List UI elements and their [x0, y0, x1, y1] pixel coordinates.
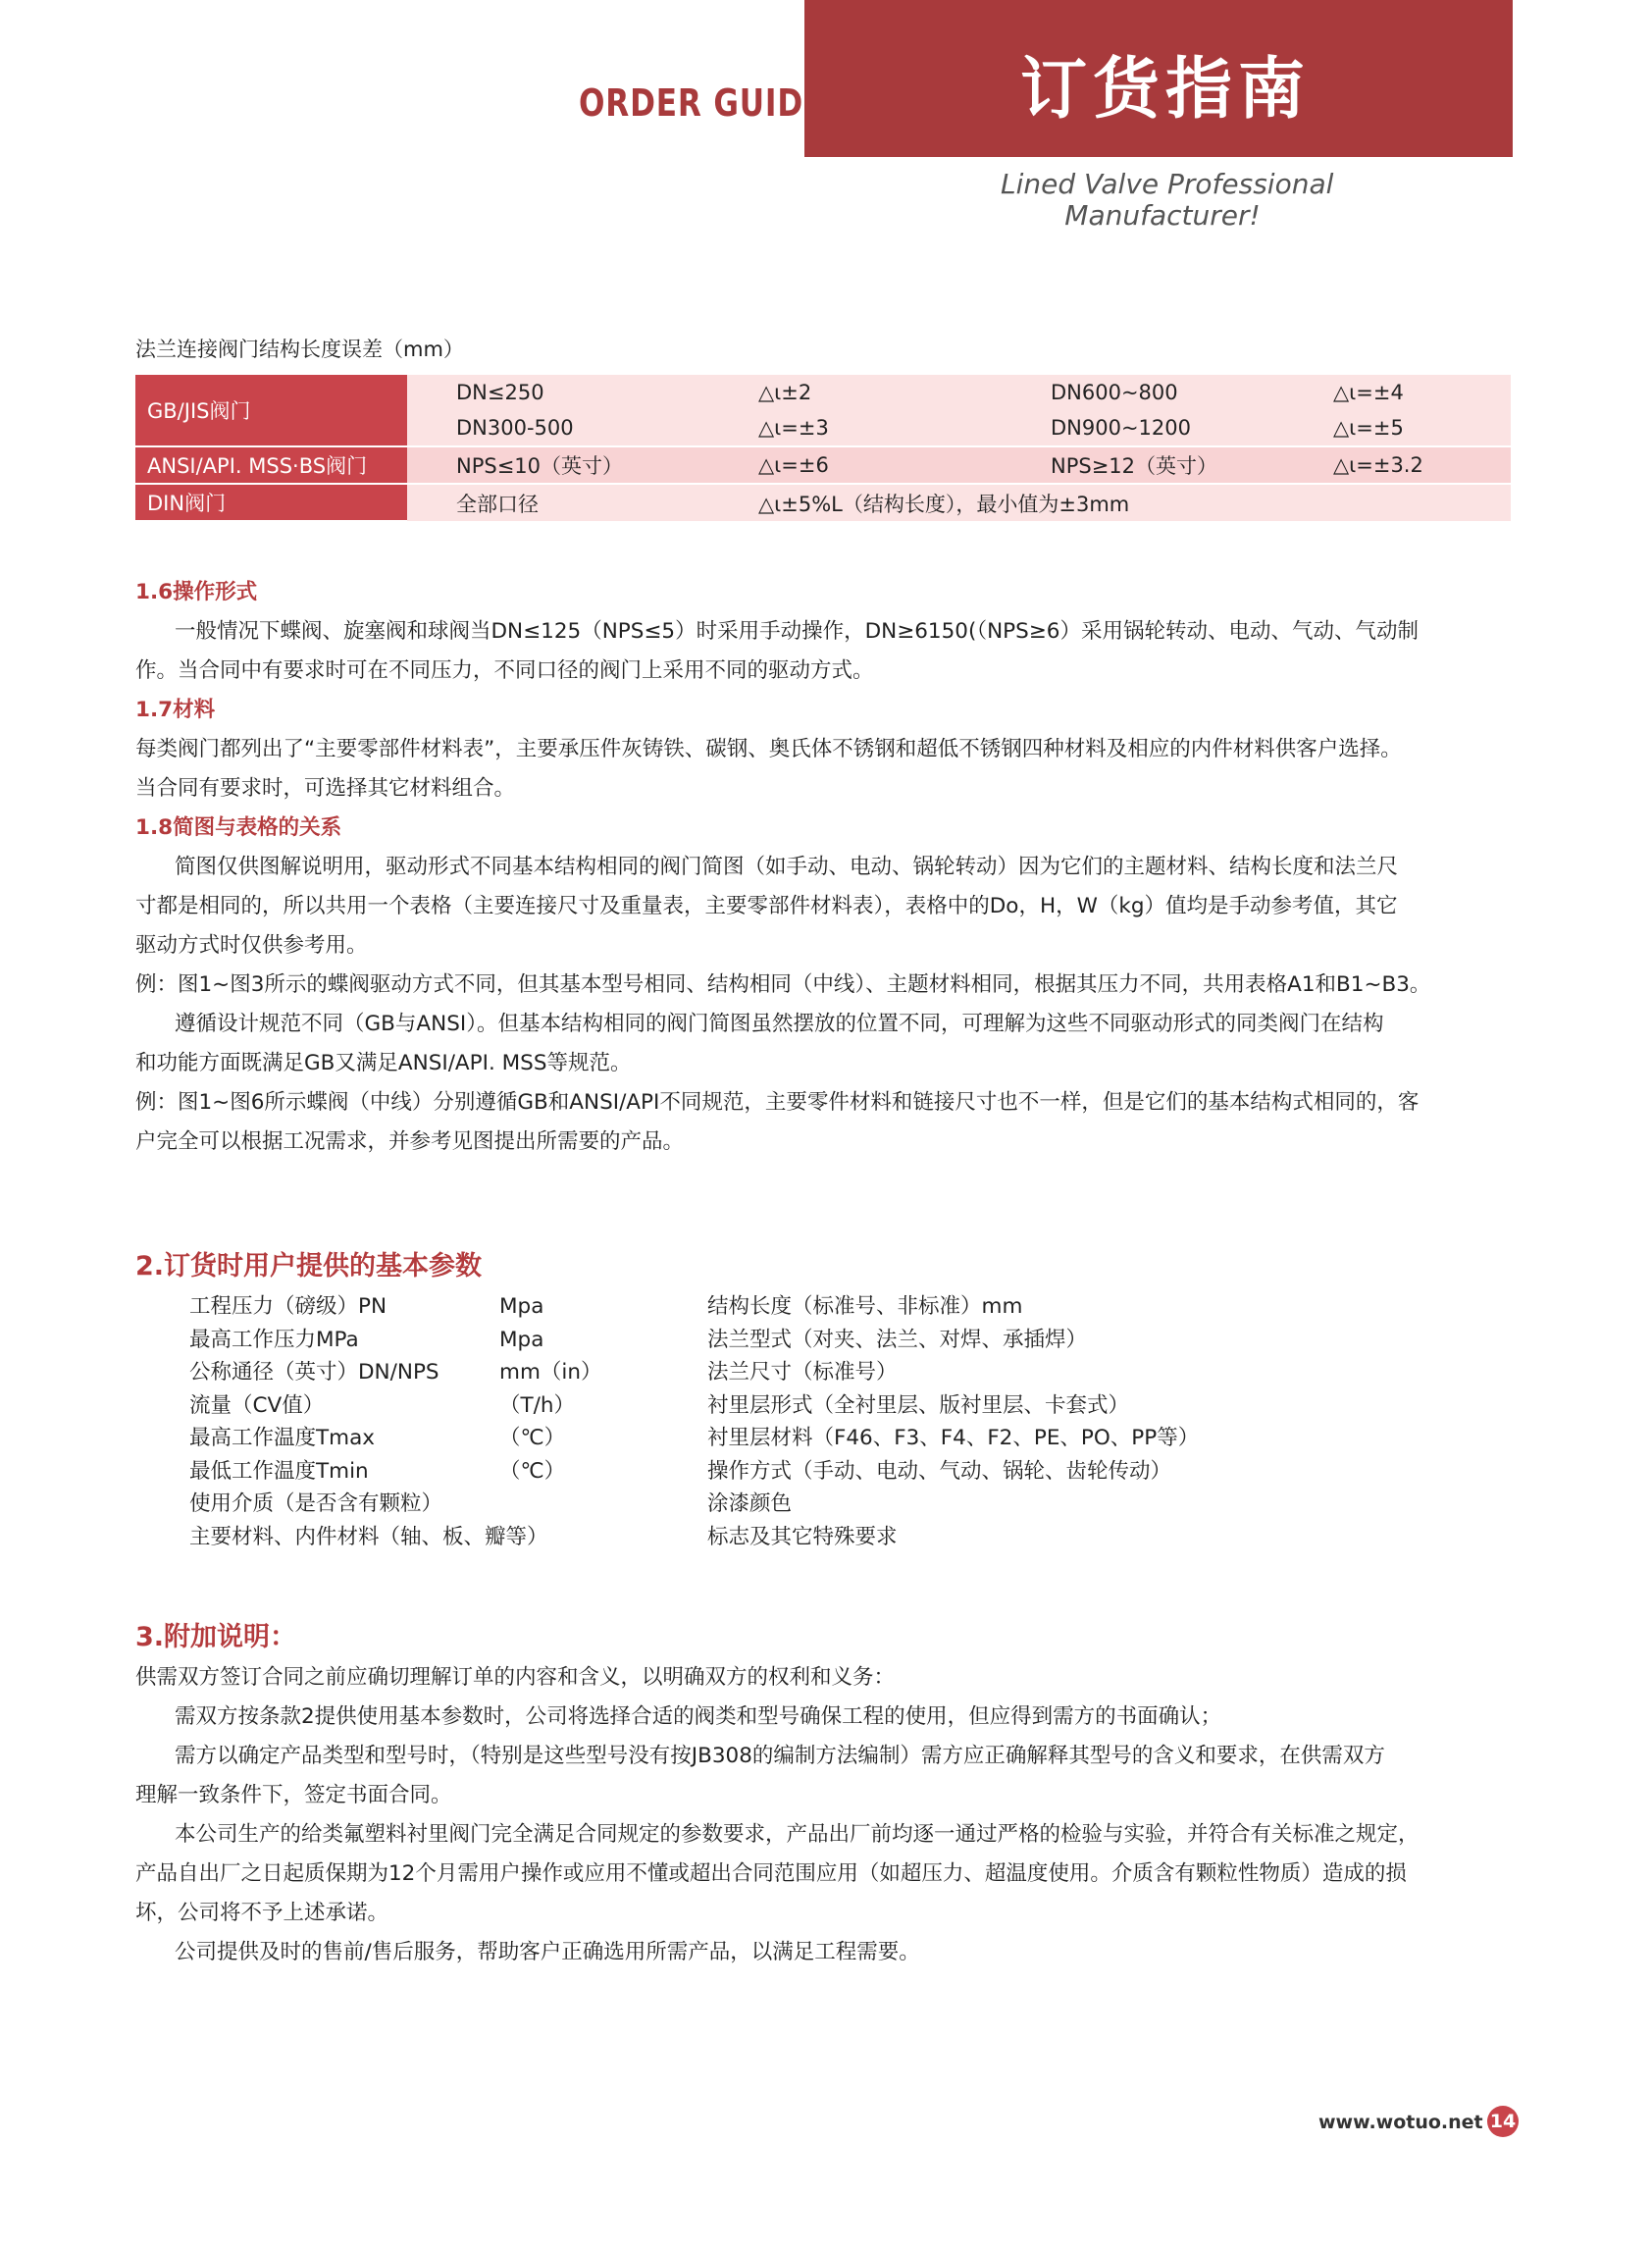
- paragraph-line: 简图仅供图解说明用，驱动形式不同基本结构相同的阀门简图（如手动、电动、锅轮转动）因为它们的主题材料、结构长度和法兰尺: [175, 855, 1399, 879]
- param-name: 最高工作温度Tmax: [189, 1426, 375, 1450]
- slogan-line-2: Manufacturer!: [1064, 199, 1261, 232]
- param-right: 衬里层形式（全衬里层、版衬里层、卡套式）: [707, 1392, 1130, 1418]
- slogan-line-1: Lined Valve Professional: [1001, 168, 1334, 200]
- section-heading: 1.7材料: [135, 698, 216, 722]
- row-head-din: DIN阀门: [135, 484, 407, 521]
- table-cell: DN900~1200: [1043, 410, 1325, 446]
- table-cell: △ι=±5: [1325, 410, 1511, 446]
- section-notes: [135, 1658, 1528, 1972]
- paragraph-line: 理解一致条件下，签定书面合同。: [135, 1783, 452, 1807]
- footer-url: www.wotuo.net: [1318, 2112, 1483, 2133]
- paragraph-line: 每类阀门都列出了“主要零部件材料表”，主要承压件灰铸铁、碳钢、奥氏体不锈钢和超低不锈钢四种材料及相应的内件材料供客户选择。: [135, 737, 1402, 761]
- table-caption: 法兰连接阀门结构长度误差（mm）: [135, 338, 464, 361]
- param-name: 主要材料、内件材料（轴、板、瓣等）: [189, 1524, 548, 1549]
- param-right: 操作方式（手动、电动、气动、锅轮、齿轮传动）: [707, 1458, 1172, 1484]
- param-right: 结构长度（标准号、非标准）mm: [707, 1294, 1023, 1319]
- paragraph-line: 户完全可以根据工况需求，并参考见图提出所需要的产品。: [135, 1129, 685, 1154]
- param-unit: （℃）: [499, 1458, 566, 1484]
- table-row: [135, 446, 1511, 484]
- paragraph-line: 当合同有要求时，可选择其它材料组合。: [135, 776, 516, 801]
- paragraph-line: 寸都是相同的，所以共用一个表格（主要连接尺寸及重量表，主要零部件材料表），表格中的Do，H，W（kg）值均是手动参考值，其它: [135, 894, 1398, 918]
- section-2-heading: 2.订货时用户提供的基本参数: [135, 1251, 483, 1281]
- param-right: 衬里层材料（F46、F3、F4、F2、PE、PO、PP等）: [707, 1426, 1200, 1450]
- param-name: 公称通径（英寸）DN/NPS: [189, 1360, 439, 1385]
- param-unit: Mpa: [499, 1327, 544, 1352]
- row-head-gb: GB/JIS阀门: [135, 375, 407, 446]
- table-cell: 全部口径: [407, 484, 750, 521]
- table-cell: △ι=±4: [1325, 375, 1511, 410]
- param-right: 标志及其它特殊要求: [707, 1524, 898, 1549]
- param-name: 最高工作压力MPa: [189, 1327, 359, 1352]
- table-cell: DN≤250: [407, 375, 750, 410]
- paragraph-line: 需双方按条款2提供使用基本参数时，公司将选择合适的阀类和型号确保工程的使用，但应得到需方的书面确认；: [175, 1704, 1222, 1729]
- param-name: 最低工作温度Tmin: [189, 1458, 369, 1484]
- param-unit: mm（in）: [499, 1360, 602, 1385]
- table-cell: △ι±5%L（结构长度），最小值为±3mm: [750, 484, 1511, 521]
- header-title-en: ORDER GUIDE: [579, 81, 826, 125]
- table-cell: △ι=±3: [750, 410, 1043, 446]
- table-cell: △ι=±6: [750, 446, 1043, 484]
- paragraph-line: 一般情况下蝶阀、旋塞阀和球阀当DN≤125（NPS≤5）时采用手动操作，DN≥6150(（NPS≥6）采用锅轮转动、电动、气动、气动制: [175, 619, 1419, 644]
- paragraph-line: 作。当合同中有要求时可在不同压力，不同口径的阀门上采用不同的驱动方式。: [135, 658, 874, 683]
- paragraph-line: 驱动方式时仅供参考用。: [135, 933, 368, 958]
- table-cell: NPS≥12（英寸）: [1043, 446, 1325, 484]
- param-unit: （T/h）: [499, 1392, 576, 1418]
- param-unit: （℃）: [499, 1426, 566, 1450]
- param-right: 涂漆颜色: [707, 1491, 793, 1516]
- param-unit: Mpa: [499, 1294, 544, 1319]
- param-right: 法兰型式（对夹、法兰、对焊、承插焊）: [707, 1327, 1088, 1352]
- table-cell: NPS≤10（英寸）: [407, 446, 750, 484]
- paragraph-line: 本公司生产的给类氟塑料衬里阀门完全满足合同规定的参数要求，产品出厂前均逐一通过严格的检验与实验，并符合有关标准之规定，: [175, 1822, 1420, 1847]
- page-number: 14: [1487, 2106, 1519, 2137]
- tolerance-table: [135, 375, 1511, 522]
- table-row: [135, 484, 1511, 521]
- section-heading: 1.6操作形式: [135, 580, 258, 604]
- paragraph-line: 和功能方面既满足GB又满足ANSI/API. MSS等规范。: [135, 1051, 632, 1075]
- param-right: 法兰尺寸（标准号）: [707, 1360, 898, 1385]
- paragraph-line: 例：图1~图3所示的蝶阀驱动方式不同，但其基本型号相同、结构相同（中线）、主题材料相同，根据其压力不同，共用表格A1和B1~B3。: [135, 972, 1431, 997]
- row-head-ansi: ANSI/API. MSS·BS阀门: [135, 446, 407, 484]
- table-cell: DN600~800: [1043, 375, 1325, 410]
- section-3-heading: 3.附加说明：: [135, 1622, 297, 1652]
- table-cell: △ι=±3.2: [1325, 446, 1511, 484]
- table-cell: DN300-500: [407, 410, 750, 446]
- section-operation: [135, 573, 1528, 1162]
- table-cell: △ι±2: [750, 375, 1043, 410]
- paragraph-line: 产品自出厂之日起质保期为12个月需用户操作或应用不懂或超出合同范围应用（如超压力、超温度使用。介质含有颗粒性物质）造成的损: [135, 1861, 1407, 1886]
- paragraph-line: 坏，公司将不予上述承诺。: [135, 1901, 389, 1925]
- paragraph-line: 遵循设计规范不同（GB与ANSI）。但基本结构相同的阀门简图虽然摆放的位置不同，可理解为这些不同驱动形式的同类阀门在结构: [175, 1012, 1384, 1036]
- section-heading: 1.8简图与表格的关系: [135, 815, 342, 840]
- paragraph-line: 需方以确定产品类型和型号时，（特别是这些型号没有按JB308的编制方法编制）需方应正确解释其型号的含义和要求，在供需双方: [175, 1744, 1385, 1768]
- slogan: [1001, 168, 1334, 232]
- paragraph-line: 例：图1~图6所示蝶阀（中线）分别遵循GB和ANSI/API不同规范，主要零件材料和链接尺寸也不一样，但是它们的基本结构式相同的，客: [135, 1090, 1420, 1115]
- param-name: 流量（CV值）: [189, 1392, 325, 1418]
- param-name: 使用介质（是否含有颗粒）: [189, 1491, 443, 1516]
- header-title-cn: 订货指南: [1020, 51, 1312, 129]
- table-row: [135, 375, 1511, 410]
- paragraph-line: 公司提供及时的售前/售后服务，帮助客户正确选用所需产品，以满足工程需要。: [175, 1940, 920, 1964]
- paragraph-line: 供需双方签订合同之前应确切理解订单的内容和含义，以明确双方的权利和义务：: [135, 1665, 896, 1690]
- param-name: 工程压力（磅级）PN: [189, 1294, 387, 1319]
